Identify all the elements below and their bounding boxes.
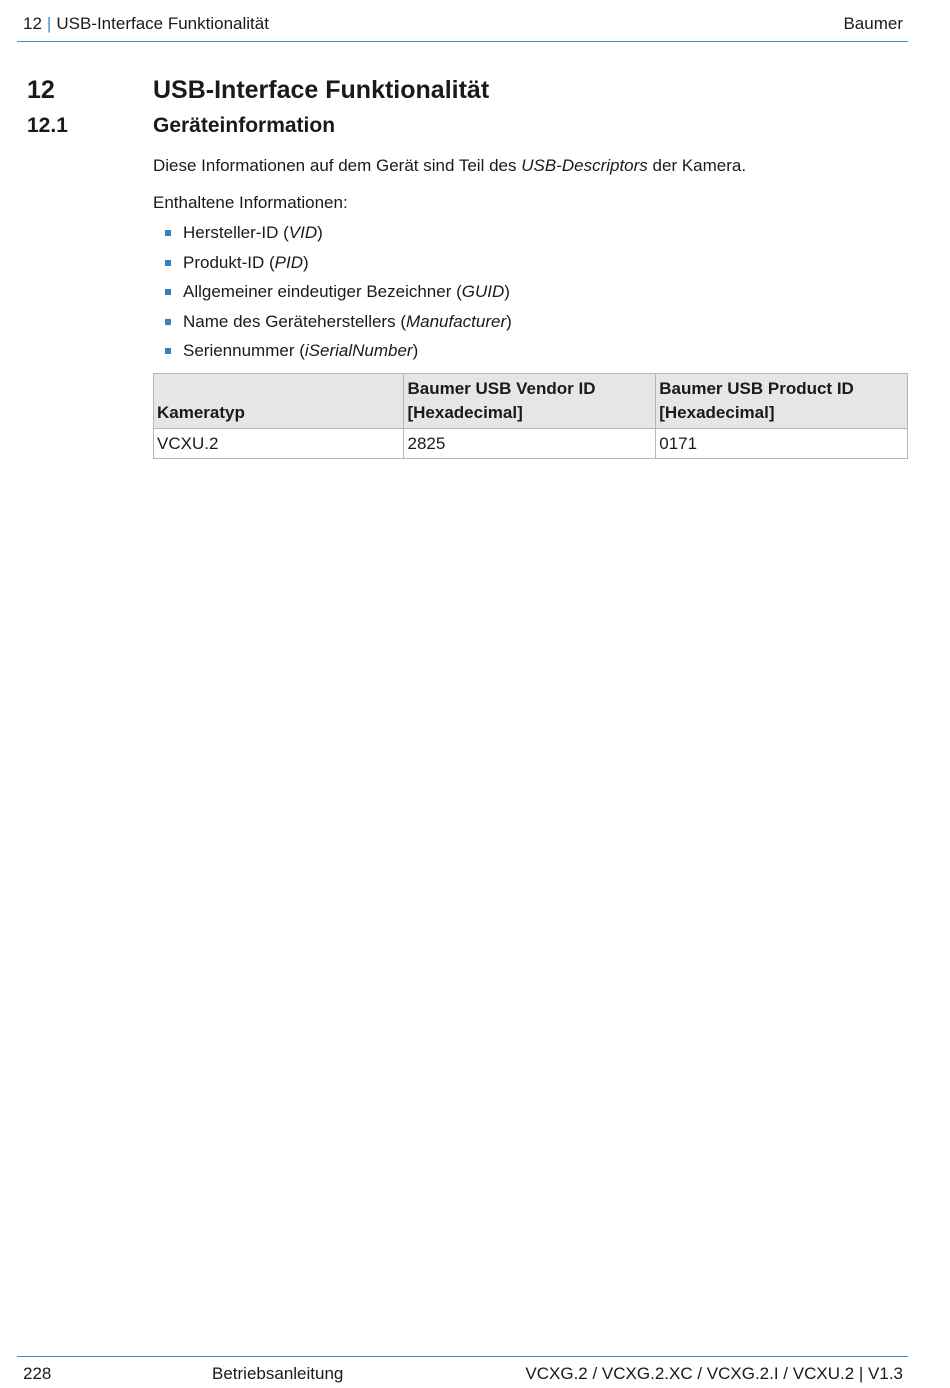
table-header-row [154, 374, 908, 429]
square-bullet-icon [165, 348, 171, 354]
list-item: Produkt-ID (PID) [165, 252, 512, 282]
list-item: Allgemeiner eindeutiger Bezeichner (GUID) [165, 281, 512, 311]
chapter-title: USB-Interface Funktionalität [153, 76, 490, 104]
column-header-vendor-id: Baumer USB Vendor ID [Hexadecimal] [404, 374, 656, 429]
header-separator: | [46, 14, 52, 33]
document-type: Betriebsanleitung [212, 1364, 344, 1383]
list-item: Seriennummer (iSerialNumber) [165, 340, 512, 370]
chapter-number: 12 [27, 76, 55, 104]
page-footer [17, 1356, 908, 1388]
intro-emphasis: USB-Descriptors [521, 156, 648, 175]
list-item: Name des Geräteherstellers (Manufacturer) [165, 311, 512, 341]
column-header-product-id: Baumer USB Product ID [Hexadecimal] [656, 374, 908, 429]
table-row [154, 429, 908, 459]
column-header-camera-type: Kameratyp [154, 374, 404, 429]
square-bullet-icon [165, 319, 171, 325]
square-bullet-icon [165, 230, 171, 236]
intro-paragraph: Diese Informationen auf dem Gerät sind Teil des USB-Descriptors der Kamera. [153, 156, 747, 175]
cell-product-id: 0171 [656, 429, 908, 459]
cell-camera-type: VCXU.2 [154, 429, 404, 459]
list-item: Hersteller-ID (VID) [165, 222, 512, 252]
square-bullet-icon [165, 260, 171, 266]
square-bullet-icon [165, 289, 171, 295]
page-number: 228 [23, 1364, 52, 1383]
page-header [17, 0, 908, 42]
header-brand: Baumer [843, 14, 903, 33]
header-chapter [23, 14, 269, 34]
cell-vendor-id: 2825 [404, 429, 656, 459]
section-number: 12.1 [27, 114, 68, 137]
header-chapter-title: USB-Interface Funktionalität [56, 14, 269, 33]
header-chapter-number: 12 [23, 14, 42, 33]
list-intro: Enthaltene Informationen: [153, 193, 348, 212]
info-list [165, 222, 512, 370]
section-title: Geräteinformation [153, 114, 336, 137]
usb-id-table [153, 373, 908, 459]
product-version: VCXG.2 / VCXG.2.XC / VCXG.2.I / VCXU.2 | V1.3 [525, 1364, 903, 1383]
